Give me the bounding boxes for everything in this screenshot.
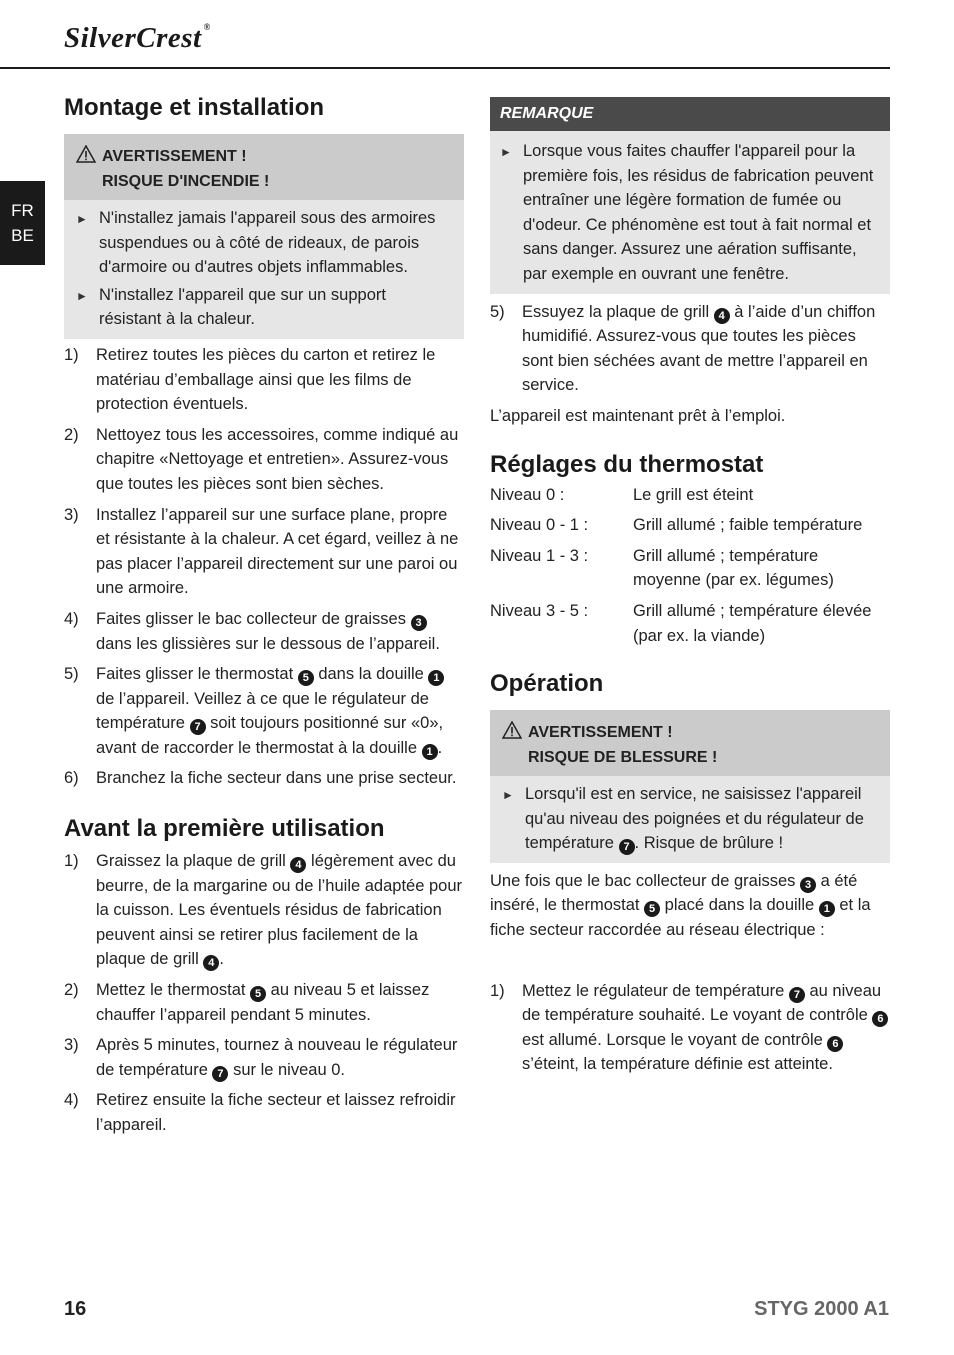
- operation-steps: [490, 979, 890, 1077]
- registered-mark: ®: [203, 22, 211, 32]
- step-text: Essuyez la plaque de grill 4 à l’aide d’un chiffon humidifié. Assurez-vous que toutes les pièces sont bien séchées avant de mettre l’appareil en service.: [522, 302, 876, 395]
- note-box: [490, 97, 890, 294]
- step-item: [64, 607, 464, 656]
- part-number-badge: 1: [428, 670, 444, 686]
- step-text: Installez l’appareil sur une surface plane, propre et résistante à la chaleur. A cet égard, veillez à ne pas placer l’appareil directement sur une paroi ou une armoire.: [96, 505, 459, 598]
- step-number: 3): [64, 505, 79, 524]
- step-text: Faites glisser le thermostat 5 dans la douille 1 de l’appareil. Veillez à ce que le régulateur de température 7 soit toujours positionné sur «0», avant de raccorder le thermostat à la douille 1 .: [96, 665, 444, 758]
- step-number: 2): [64, 981, 79, 1000]
- part-number-badge: 1: [422, 744, 438, 760]
- warning-title: AVERTISSEMENT !: [102, 148, 247, 165]
- part-number-badge: 6: [872, 1011, 888, 1027]
- part-number-badge: 4: [714, 308, 730, 324]
- warning-header: [64, 134, 464, 200]
- step-text: Mettez le régulateur de température 7 au niveau de température souhaité. Le voyant de contrôle 6 est allumé. Lorsque le voyant de contrôle 6 s’éteint, la température définie est atteinte.: [522, 979, 890, 1077]
- logo-text: SilverCrest: [64, 22, 202, 54]
- warning-item: ► Lorsqu'il est en service, ne saisissez l'appareil qu'au niveau des poignées et du régulateur de température 7 . Risque de brûlure !: [502, 782, 878, 856]
- part-number-badge: 7: [212, 1066, 228, 1082]
- first-use-steps: [64, 849, 464, 1138]
- arrow-bullet-icon: ►: [502, 788, 514, 803]
- fire-warning-box: [64, 134, 464, 339]
- step-item: [64, 766, 464, 791]
- note-title: REMARQUE: [490, 97, 890, 131]
- step-number: 2): [64, 425, 79, 444]
- arrow-bullet-icon: ►: [500, 145, 512, 159]
- note-item: ► Lorsque vous faites chauffer l'appareil pour la première fois, les résidus de fabrication peuvent entraîner une légère formation de fumée ou d'odeur. Ce phénomène est tout à fait normal et sans danger. Assurez une aération suffisante, par exemple en ouvrant une fenêtre.: [500, 139, 878, 287]
- part-number-badge: 3: [800, 877, 816, 893]
- step-item: [64, 662, 464, 760]
- model-number: STYG 2000 A1: [754, 1298, 889, 1320]
- operation-intro: Une fois que le bac collecteur de graisses 3 a été inséré, le thermostat 5 placé dans la douille 1 et la fiche secteur raccordée au réseau électrique :: [490, 871, 871, 940]
- level-row: Niveau 1 - 3 : Grill allumé ; température moyenne (par ex. légumes): [490, 546, 834, 590]
- warning-header: [490, 710, 890, 776]
- section-title-premiere-utilisation: Avant la première utilisation: [64, 815, 385, 843]
- step-number: 5): [64, 665, 79, 684]
- arrow-bullet-icon: ►: [76, 288, 88, 303]
- step-number: 5): [490, 302, 505, 321]
- step-item: [64, 343, 464, 417]
- brand-logo: [64, 22, 211, 55]
- warning-triangle-icon: [76, 144, 102, 194]
- part-number-badge: 3: [411, 615, 427, 631]
- ready-text: L’appareil est maintenant prêt à l’emploi.: [490, 406, 786, 425]
- step-number: 1): [490, 981, 505, 1000]
- thermostat-levels: [490, 483, 890, 649]
- part-number-badge: 5: [250, 986, 266, 1002]
- step-number: 4): [64, 1091, 79, 1110]
- step-item: [64, 503, 464, 601]
- step-text: Mettez le thermostat 5 au niveau 5 et laissez chauffer l’appareil pendant 5 minutes.: [96, 981, 430, 1024]
- step-item: [490, 979, 890, 1077]
- section-title-thermostat: Réglages du thermostat: [490, 450, 764, 478]
- step-text: Retirez toutes les pièces du carton et retirez le matériau d’emballage ainsi que les films de protection éventuels.: [96, 345, 436, 414]
- montage-steps: [64, 343, 464, 791]
- cleaning-step: [490, 300, 890, 398]
- part-number-badge: 4: [290, 857, 306, 873]
- warning-triangle-icon: [502, 720, 528, 770]
- language-tab: [0, 181, 45, 265]
- part-number-badge: 6: [827, 1036, 843, 1052]
- step-text: Faites glisser le bac collecteur de graisses 3 dans les glissières sur le dessous de l’appareil.: [96, 609, 440, 653]
- level-row: Niveau 3 - 5 : Grill allumé ; température élevée (par ex. la viande): [490, 601, 872, 645]
- section-title-operation: Opération: [490, 670, 604, 698]
- page-number: 16: [64, 1298, 87, 1320]
- lang-fr: FR: [11, 201, 34, 220]
- warning-title: AVERTISSEMENT !: [528, 724, 673, 742]
- step-number: 1): [64, 345, 79, 364]
- step-item: [490, 300, 890, 398]
- step-text: Nettoyez tous les accessoires, comme indiqué au chapitre «Nettoyage et entretien». Assurez-vous que toutes les pièces sont bien sèches.: [96, 425, 459, 493]
- header-rule: [0, 67, 890, 69]
- arrow-bullet-icon: ►: [76, 212, 88, 226]
- step-item: [64, 978, 464, 1027]
- step-item: [64, 1088, 464, 1137]
- step-number: 3): [64, 1036, 79, 1055]
- step-text: Après 5 minutes, tournez à nouveau le régulateur de température 7 sur le niveau 0.: [96, 1036, 458, 1080]
- part-number-badge: 5: [644, 901, 660, 917]
- step-number: 1): [64, 852, 79, 871]
- step-item: [64, 849, 464, 972]
- part-number-badge: 7: [190, 719, 206, 735]
- step-text: Retirez ensuite la fiche secteur et laissez refroidir l’appareil.: [96, 1091, 456, 1134]
- injury-warning-box: [490, 710, 890, 863]
- part-number-badge: 4: [203, 955, 219, 971]
- part-number-badge: 1: [819, 901, 835, 917]
- warning-subtitle: RISQUE DE BLESSURE !: [528, 749, 718, 767]
- level-row: Niveau 0 : Le grill est éteint: [490, 485, 754, 504]
- step-number: 6): [64, 769, 79, 788]
- warning-item: ► N'installez jamais l'appareil sous des armoires suspendues ou à côté de rideaux, de parois d'armoire ou d'autres objets inflammables.: [76, 206, 452, 280]
- lang-be: BE: [11, 226, 34, 245]
- step-text: Graissez la plaque de grill 4 légèrement avec du beurre, de la margarine ou de l’huile adaptée pour la cuisson. Les éventuels résidus de fabrication peuvent ainsi se retirer plus facilement de la plaque de grill 4 .: [96, 852, 462, 970]
- level-row: Niveau 0 - 1 : Grill allumé ; faible température: [490, 516, 863, 535]
- part-number-badge: 5: [298, 670, 314, 686]
- step-item: [64, 1033, 464, 1082]
- section-title-montage: Montage et installation: [64, 94, 325, 121]
- right-column: [490, 97, 890, 1083]
- step-number: 4): [64, 609, 79, 628]
- left-column: [64, 92, 464, 1144]
- warning-item: ► N'installez l'appareil que sur un support résistant à la chaleur.: [76, 283, 452, 332]
- step-item: [64, 423, 464, 497]
- warning-subtitle: RISQUE D'INCENDIE !: [102, 173, 270, 190]
- part-number-badge: 7: [619, 839, 635, 855]
- part-number-badge: 7: [789, 987, 805, 1003]
- step-text: Branchez la fiche secteur dans une prise secteur.: [96, 769, 457, 788]
